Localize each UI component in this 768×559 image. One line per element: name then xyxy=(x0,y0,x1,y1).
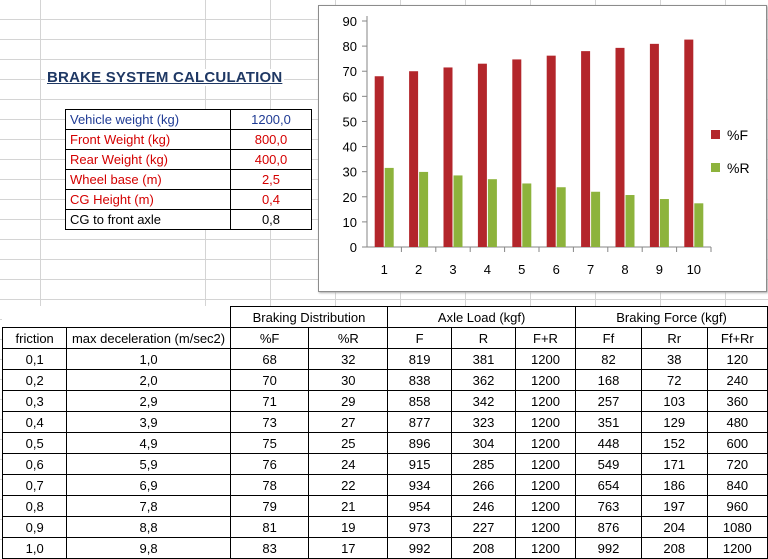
parameter-label[interactable]: Rear Weight (kg) xyxy=(66,150,231,170)
table-cell[interactable]: 0,7 xyxy=(3,475,67,496)
table-cell[interactable]: 71 xyxy=(230,391,309,412)
table-cell[interactable]: 1,0 xyxy=(3,538,67,559)
legend-label: %R xyxy=(727,160,750,176)
parameter-row xyxy=(66,190,312,210)
table-cell[interactable]: 8,8 xyxy=(67,517,230,538)
blank-cell xyxy=(3,307,67,328)
legend-swatch xyxy=(711,163,720,172)
table-row xyxy=(3,370,768,391)
table-cell[interactable]: 120 xyxy=(707,349,767,370)
table-cell[interactable]: 0,6 xyxy=(3,454,67,475)
column-header[interactable]: F xyxy=(388,328,452,349)
bar-rear xyxy=(419,172,428,247)
table-cell[interactable]: 1080 xyxy=(707,517,767,538)
table-cell[interactable]: 257 xyxy=(576,391,642,412)
table-cell[interactable]: 129 xyxy=(641,412,707,433)
x-tick-label: 4 xyxy=(483,262,492,277)
table-cell[interactable]: 186 xyxy=(641,475,707,496)
table-cell[interactable]: 266 xyxy=(452,475,516,496)
table-cell[interactable]: 79 xyxy=(230,496,309,517)
table-cell[interactable]: 7,8 xyxy=(67,496,230,517)
column-header[interactable]: %R xyxy=(309,328,388,349)
bar-front xyxy=(616,48,625,247)
table-cell[interactable]: 32 xyxy=(309,349,388,370)
table-cell[interactable]: 1200 xyxy=(515,370,575,391)
y-tick-label: 40 xyxy=(342,139,357,155)
table-cell[interactable]: 73 xyxy=(230,412,309,433)
bar-rear xyxy=(694,203,703,247)
legend-swatch xyxy=(711,130,720,139)
table-cell[interactable]: 304 xyxy=(452,433,516,454)
bar-front xyxy=(650,44,659,247)
table-cell[interactable]: 954 xyxy=(388,496,452,517)
column-header[interactable]: F+R xyxy=(515,328,575,349)
bar-rear xyxy=(591,192,600,247)
table-cell[interactable]: 1200 xyxy=(515,433,575,454)
bar-rear xyxy=(626,195,635,247)
column-header[interactable]: friction xyxy=(3,328,67,349)
table-cell[interactable]: 81 xyxy=(230,517,309,538)
table-cell[interactable]: 204 xyxy=(641,517,707,538)
table-cell[interactable]: 227 xyxy=(452,517,516,538)
table-cell[interactable]: 29 xyxy=(309,391,388,412)
parameter-value[interactable]: 1200,0 xyxy=(231,110,312,130)
table-cell[interactable]: 197 xyxy=(641,496,707,517)
table-cell[interactable]: 1,0 xyxy=(67,349,230,370)
table-cell[interactable]: 5,9 xyxy=(67,454,230,475)
table-cell[interactable]: 4,9 xyxy=(67,433,230,454)
x-tick-label: 1 xyxy=(380,262,388,277)
table-cell[interactable]: 992 xyxy=(388,538,452,559)
table-cell[interactable]: 25 xyxy=(309,433,388,454)
parameter-label[interactable]: CG to front axle xyxy=(66,210,231,230)
table-cell[interactable]: 240 xyxy=(707,370,767,391)
group-braking-force[interactable]: Braking Force (kgf) xyxy=(576,307,768,328)
table-cell[interactable]: 448 xyxy=(576,433,642,454)
bar-front xyxy=(512,59,521,247)
parameter-label[interactable]: CG Height (m) xyxy=(66,190,231,210)
table-cell[interactable]: 896 xyxy=(388,433,452,454)
table-cell[interactable]: 1200 xyxy=(515,412,575,433)
parameter-value[interactable]: 800,0 xyxy=(231,130,312,150)
x-tick-label: 10 xyxy=(686,262,702,277)
table-cell[interactable]: 840 xyxy=(707,475,767,496)
column-header[interactable]: max deceleration (m/sec2) xyxy=(67,328,230,349)
table-cell[interactable]: 76 xyxy=(230,454,309,475)
table-cell[interactable]: 168 xyxy=(576,370,642,391)
calculation-table xyxy=(2,306,768,559)
table-cell[interactable]: 21 xyxy=(309,496,388,517)
table-row xyxy=(3,412,768,433)
table-cell[interactable]: 3,9 xyxy=(67,412,230,433)
table-cell[interactable]: 362 xyxy=(452,370,516,391)
table-cell[interactable]: 70 xyxy=(230,370,309,391)
table-cell[interactable]: 1200 xyxy=(515,349,575,370)
x-tick-label: 3 xyxy=(449,262,457,277)
group-header-row xyxy=(3,307,768,328)
sheet-title: BRAKE SYSTEM CALCULATION xyxy=(47,69,283,86)
table-cell[interactable]: 82 xyxy=(576,349,642,370)
table-cell[interactable]: 246 xyxy=(452,496,516,517)
table-row xyxy=(3,538,768,559)
table-cell[interactable]: 1200 xyxy=(515,475,575,496)
y-tick-label: 20 xyxy=(342,189,357,205)
table-cell[interactable]: 1200 xyxy=(515,538,575,559)
parameters-table xyxy=(65,109,312,230)
table-cell[interactable]: 0,2 xyxy=(3,370,67,391)
table-cell[interactable]: 2,0 xyxy=(67,370,230,391)
table-cell[interactable]: 152 xyxy=(641,433,707,454)
table-cell[interactable]: 2,9 xyxy=(67,391,230,412)
table-row xyxy=(3,475,768,496)
parameter-row xyxy=(66,150,312,170)
table-cell[interactable]: 68 xyxy=(230,349,309,370)
y-tick-label: 70 xyxy=(342,64,357,80)
bar-front xyxy=(444,67,453,247)
bar-rear xyxy=(385,168,394,247)
table-row xyxy=(3,433,768,454)
column-header[interactable]: Ff+Rr xyxy=(707,328,767,349)
y-tick-label: 50 xyxy=(342,114,357,130)
table-cell[interactable]: 1200 xyxy=(515,496,575,517)
bar-rear xyxy=(488,179,497,247)
y-tick-label: 60 xyxy=(342,89,357,105)
table-cell[interactable]: 381 xyxy=(452,349,516,370)
column-header-row xyxy=(3,328,768,349)
table-body xyxy=(3,349,768,559)
x-tick-label: 5 xyxy=(518,262,526,277)
parameter-row xyxy=(66,210,312,230)
y-tick-label: 10 xyxy=(342,214,357,230)
parameter-label[interactable]: Wheel base (m) xyxy=(66,170,231,190)
bar-front xyxy=(547,56,556,247)
table-cell[interactable]: 763 xyxy=(576,496,642,517)
table-cell[interactable]: 654 xyxy=(576,475,642,496)
table-cell[interactable]: 323 xyxy=(452,412,516,433)
table-cell[interactable]: 75 xyxy=(230,433,309,454)
parameter-label[interactable]: Front Weight (kg) xyxy=(66,130,231,150)
bar-rear xyxy=(522,183,531,247)
parameter-value[interactable]: 0,8 xyxy=(231,210,312,230)
table-row xyxy=(3,391,768,412)
parameter-row xyxy=(66,130,312,150)
table-cell[interactable]: 0,1 xyxy=(3,349,67,370)
x-tick-label: 8 xyxy=(621,262,629,277)
parameter-value[interactable]: 400,0 xyxy=(231,150,312,170)
group-axle-load[interactable]: Axle Load (kgf) xyxy=(388,307,576,328)
table-cell[interactable]: 1200 xyxy=(707,538,767,559)
x-tick-label: 7 xyxy=(586,262,595,277)
parameter-value[interactable]: 2,5 xyxy=(231,170,312,190)
table-cell[interactable]: 9,8 xyxy=(67,538,230,559)
table-cell[interactable]: 1200 xyxy=(515,454,575,475)
parameter-value[interactable]: 0,4 xyxy=(231,190,312,210)
table-cell[interactable]: 960 xyxy=(707,496,767,517)
table-cell[interactable]: 22 xyxy=(309,475,388,496)
table-cell[interactable]: 0,9 xyxy=(3,517,67,538)
y-tick-label: 90 xyxy=(342,14,357,29)
blank-cell xyxy=(67,307,230,328)
column-header[interactable]: Rr xyxy=(641,328,707,349)
table-row xyxy=(3,496,768,517)
bar-rear xyxy=(454,175,463,247)
table-cell[interactable]: 858 xyxy=(388,391,452,412)
y-tick-label: 0 xyxy=(349,240,357,255)
table-cell[interactable]: 0,3 xyxy=(3,391,67,412)
table-cell[interactable]: 549 xyxy=(576,454,642,475)
table-cell[interactable]: 342 xyxy=(452,391,516,412)
table-cell[interactable]: 360 xyxy=(707,391,767,412)
table-cell[interactable]: 24 xyxy=(309,454,388,475)
x-tick-label: 9 xyxy=(655,262,664,277)
table-cell[interactable]: 72 xyxy=(641,370,707,391)
table-cell[interactable]: 600 xyxy=(707,433,767,454)
parameter-label[interactable]: Vehicle weight (kg) xyxy=(66,110,231,130)
column-header[interactable]: %F xyxy=(230,328,309,349)
parameter-row xyxy=(66,110,312,130)
bar-front xyxy=(478,64,487,247)
table-cell[interactable]: 1200 xyxy=(515,517,575,538)
bar-rear xyxy=(660,199,669,247)
table-cell[interactable]: 992 xyxy=(576,538,642,559)
table-cell[interactable]: 208 xyxy=(641,538,707,559)
table-cell[interactable]: 78 xyxy=(230,475,309,496)
bar-front xyxy=(581,51,590,247)
table-cell[interactable]: 838 xyxy=(388,370,452,391)
table-cell[interactable]: 285 xyxy=(452,454,516,475)
table-cell[interactable]: 877 xyxy=(388,412,452,433)
table-cell[interactable]: 27 xyxy=(309,412,388,433)
bar-front xyxy=(684,40,693,247)
bar-front xyxy=(375,76,384,247)
table-cell[interactable]: 38 xyxy=(641,349,707,370)
chart-canvas xyxy=(319,6,766,291)
table-cell[interactable]: 6,9 xyxy=(67,475,230,496)
table-cell[interactable]: 0,4 xyxy=(3,412,67,433)
table-cell[interactable]: 17 xyxy=(309,538,388,559)
x-tick-label: 6 xyxy=(552,262,560,277)
table-cell[interactable]: 0,8 xyxy=(3,496,67,517)
table-cell[interactable]: 1200 xyxy=(515,391,575,412)
group-braking-distribution[interactable]: Braking Distribution xyxy=(230,307,387,328)
table-cell[interactable]: 934 xyxy=(388,475,452,496)
table-cell[interactable]: 876 xyxy=(576,517,642,538)
table-cell[interactable]: 19 xyxy=(309,517,388,538)
table-cell[interactable]: 915 xyxy=(388,454,452,475)
bar-front xyxy=(409,71,418,247)
table-cell[interactable]: 973 xyxy=(388,517,452,538)
table-cell[interactable]: 351 xyxy=(576,412,642,433)
table-cell[interactable]: 171 xyxy=(641,454,707,475)
braking-distribution-chart[interactable] xyxy=(318,5,767,292)
table-row xyxy=(3,349,768,370)
bar-rear xyxy=(557,187,566,247)
table-cell[interactable]: 720 xyxy=(707,454,767,475)
table-cell[interactable]: 30 xyxy=(309,370,388,391)
table-cell[interactable]: 480 xyxy=(707,412,767,433)
parameter-row xyxy=(66,170,312,190)
x-tick-label: 2 xyxy=(414,262,423,277)
table-cell[interactable]: 819 xyxy=(388,349,452,370)
y-tick-label: 80 xyxy=(342,39,357,55)
column-header[interactable]: Ff xyxy=(576,328,642,349)
legend-label: %F xyxy=(727,127,748,143)
table-cell[interactable]: 103 xyxy=(641,391,707,412)
table-cell[interactable]: 208 xyxy=(452,538,516,559)
table-row xyxy=(3,454,768,475)
table-row xyxy=(3,517,768,538)
y-tick-label: 30 xyxy=(342,164,357,180)
table-cell[interactable]: 83 xyxy=(230,538,309,559)
column-header[interactable]: R xyxy=(452,328,516,349)
table-cell[interactable]: 0,5 xyxy=(3,433,67,454)
